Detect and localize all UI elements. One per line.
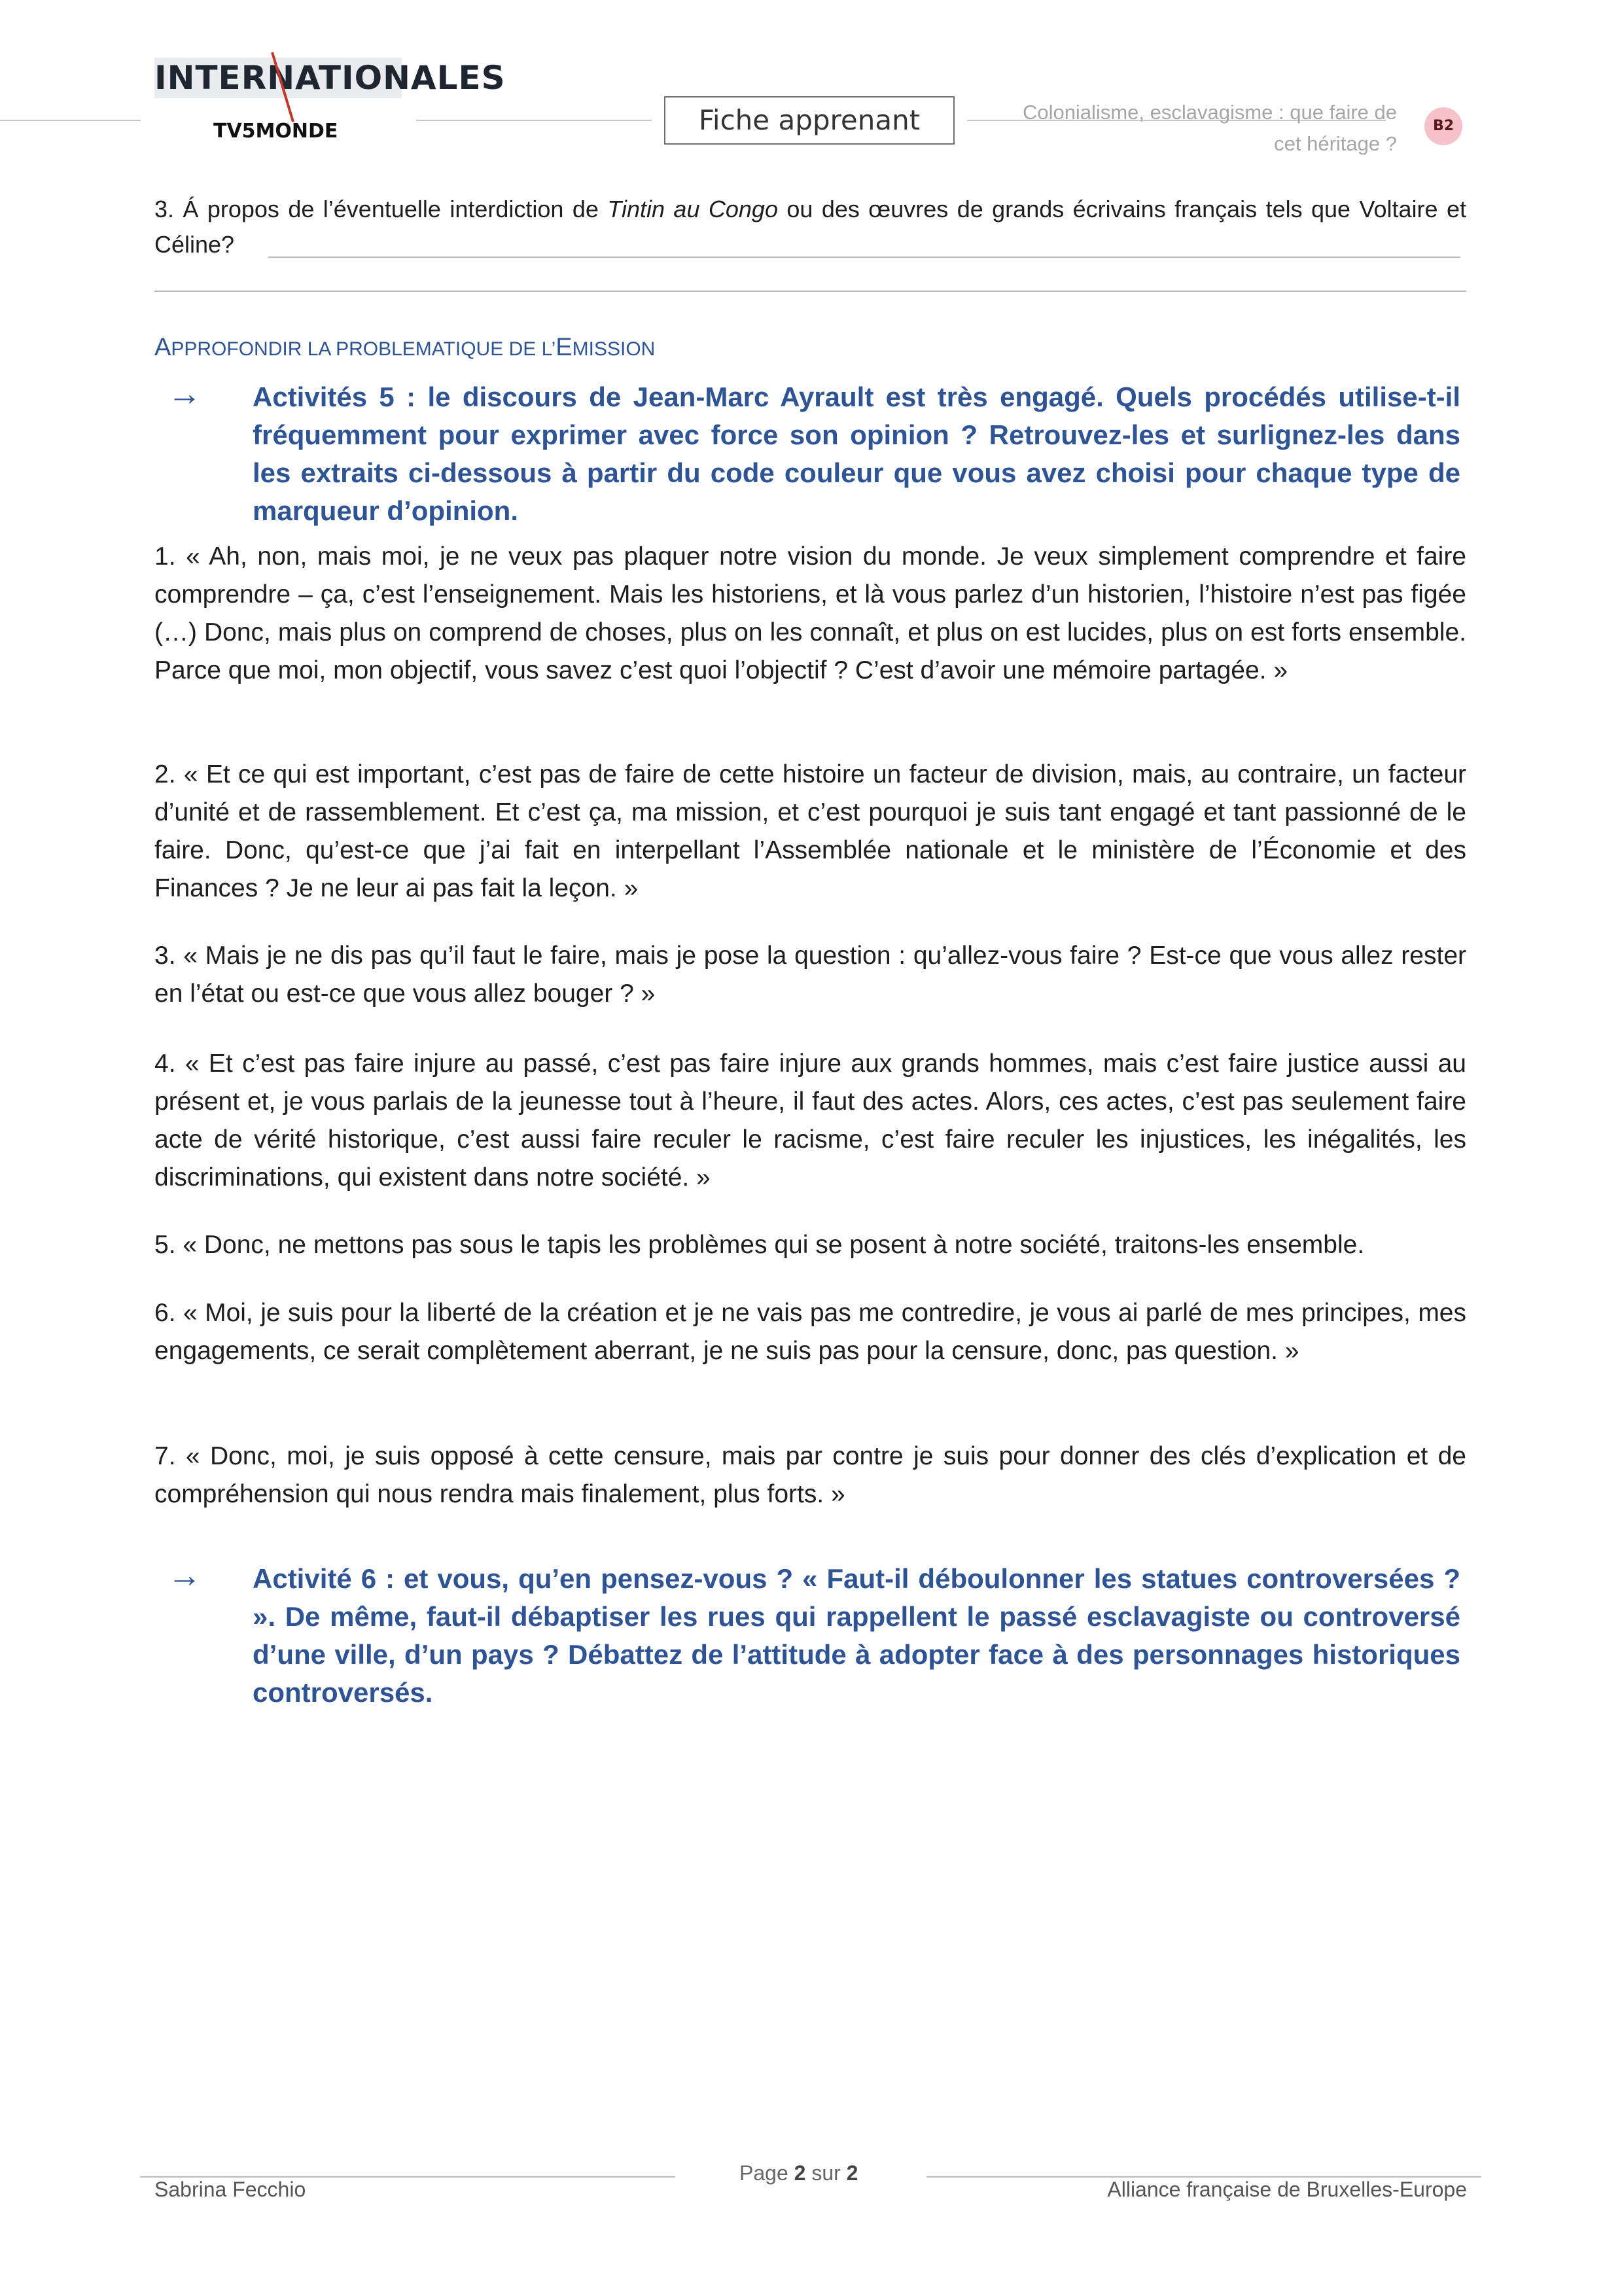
arrow-icon: → bbox=[167, 1557, 202, 1595]
level-badge: B2 bbox=[1424, 107, 1462, 145]
header-rule-left bbox=[0, 120, 141, 121]
page-current: 2 bbox=[794, 2161, 806, 2185]
extract-5: 5. « Donc, ne mettons pas sous le tapis les problèmes qui se posent à notre société, traitons-les ensemble. bbox=[154, 1231, 1365, 1259]
extract-3: 3. « Mais je ne dis pas qu’il faut le faire, mais je pose la question : qu’allez-vous faire ? Est-ce que vous allez rester en l’état ou est-ce que vous allez bouger ? » bbox=[154, 942, 1466, 1008]
question-3-title: Tintin au Congo bbox=[607, 196, 778, 222]
activity-6-instruction: Activité 6 : et vous, qu’en pensez-vous ? « Faut-il déboulonner les statues controversées ? ». De même, faut-il débaptiser les rues qui rappellent le passé esclavagiste ou controversé d’une ville, d’un pays ? Débattez de l’attitude à adopter face à des personnages historiques controversés. bbox=[253, 1563, 1460, 1708]
internationales-logo bbox=[154, 51, 506, 149]
extract-1: 1. « Ah, non, mais moi, je ne veux pas plaquer notre vision du monde. Je veux simplement comprendre et faire comprendre – ça, c’est l’enseignement. Mais les historiens, et là vous parlez d’un historien, l’histoire n’est pas figée (…) Donc, mais plus on comprend de choses, plus on les connaît, et plus on est lucides, plus on est forts ensemble. Parce que moi, mon objectif, vous savez c’est quoi l’objectif ? C’est d’avoir une mémoire partagée. » bbox=[154, 542, 1466, 684]
answer-line[interactable] bbox=[268, 256, 1460, 258]
header-rule-mid bbox=[416, 120, 652, 121]
question-3-prefix: 3. Á propos de l’éventuelle interdiction de bbox=[154, 196, 608, 222]
question-3 bbox=[154, 192, 1466, 262]
footer-author: Sabrina Fecchio bbox=[154, 2178, 306, 2201]
question-3-suffix: ou des œuvres de grands écrivains français tels que Voltaire et Céline? bbox=[154, 196, 1466, 258]
topic-line-1: Colonialisme, esclavagisme : que faire de bbox=[1022, 101, 1397, 124]
section-divider bbox=[154, 291, 1466, 292]
section-title-part-1: PPROFONDIR LA PROBLEMATIQUE DE L’ bbox=[171, 338, 556, 360]
page-number bbox=[739, 2161, 858, 2185]
page-total: 2 bbox=[846, 2161, 858, 2185]
section-title-cap-a: A bbox=[154, 334, 171, 361]
topic-line-2: cet héritage ? bbox=[1274, 132, 1397, 155]
logo-wordmark: INTERNATIONALES bbox=[154, 59, 506, 97]
extract-6: 6. « Moi, je suis pour la liberté de la création et je ne vais pas me contredire, je vous ai parlé de mes principes, mes engagements, ce serait complètement aberrant, je ne suis pas pour la censure, donc, pas question. » bbox=[154, 1299, 1466, 1365]
page-of-word: sur bbox=[811, 2161, 841, 2185]
activity-5-instruction: Activités 5 : le discours de Jean-Marc Ayrault est très engagé. Quels procédés utilise-t-il fréquemment pour exprimer avec force son opinion ? Retrouvez-les et surlignez-les dans les extraits ci-dessous à partir du code couleur que vous avez choisi pour chaque type de marqueur d’opinion. bbox=[253, 381, 1460, 526]
arrow-icon: → bbox=[167, 375, 202, 413]
tv5monde-logo: TV5MONDE bbox=[213, 120, 338, 143]
extract-2: 2. « Et ce qui est important, c’est pas de faire de cette histoire un facteur de division, mais, au contraire, un facteur d’unité et de rassemblement. Et c’est ça, ma mission, et c’est pourquoi je suis tant engagé et tant passionné de le faire. Donc, qu’est-ce que j’ai fait en interpellant l’Assemblée nationale et le ministère de l’Économie et des Finances ? Je ne leur ai pas fait la leçon. » bbox=[154, 760, 1466, 902]
footer-organization: Alliance française de Bruxelles-Europe bbox=[1107, 2178, 1467, 2201]
page-word: Page bbox=[739, 2161, 788, 2185]
section-title-cap-e: E bbox=[555, 334, 573, 361]
extract-7: 7. « Donc, moi, je suis opposé à cette censure, mais par contre je suis pour donner des clés d’explication et de compréhension qui nous rendra mais finalement, plus forts. » bbox=[154, 1442, 1466, 1508]
section-title bbox=[154, 334, 655, 362]
logo-slash-mark bbox=[259, 51, 311, 123]
document-topic bbox=[968, 97, 1397, 160]
section-title-part-2: MISSION bbox=[572, 338, 656, 360]
fiche-apprenant-label: Fiche apprenant bbox=[664, 96, 955, 145]
extract-4: 4. « Et c’est pas faire injure au passé, c’est pas faire injure aux grands hommes, mais c’est faire justice aussi au présent et, je vous parlais de la jeunesse tout à l’heure, il faut des actes. Alors, ces actes, c’est pas seulement faire acte de vérité historique, c’est aussi faire reculer le racisme, c’est faire reculer les injustices, les inégalités, les discriminations, qui existent dans notre société. » bbox=[154, 1050, 1466, 1192]
